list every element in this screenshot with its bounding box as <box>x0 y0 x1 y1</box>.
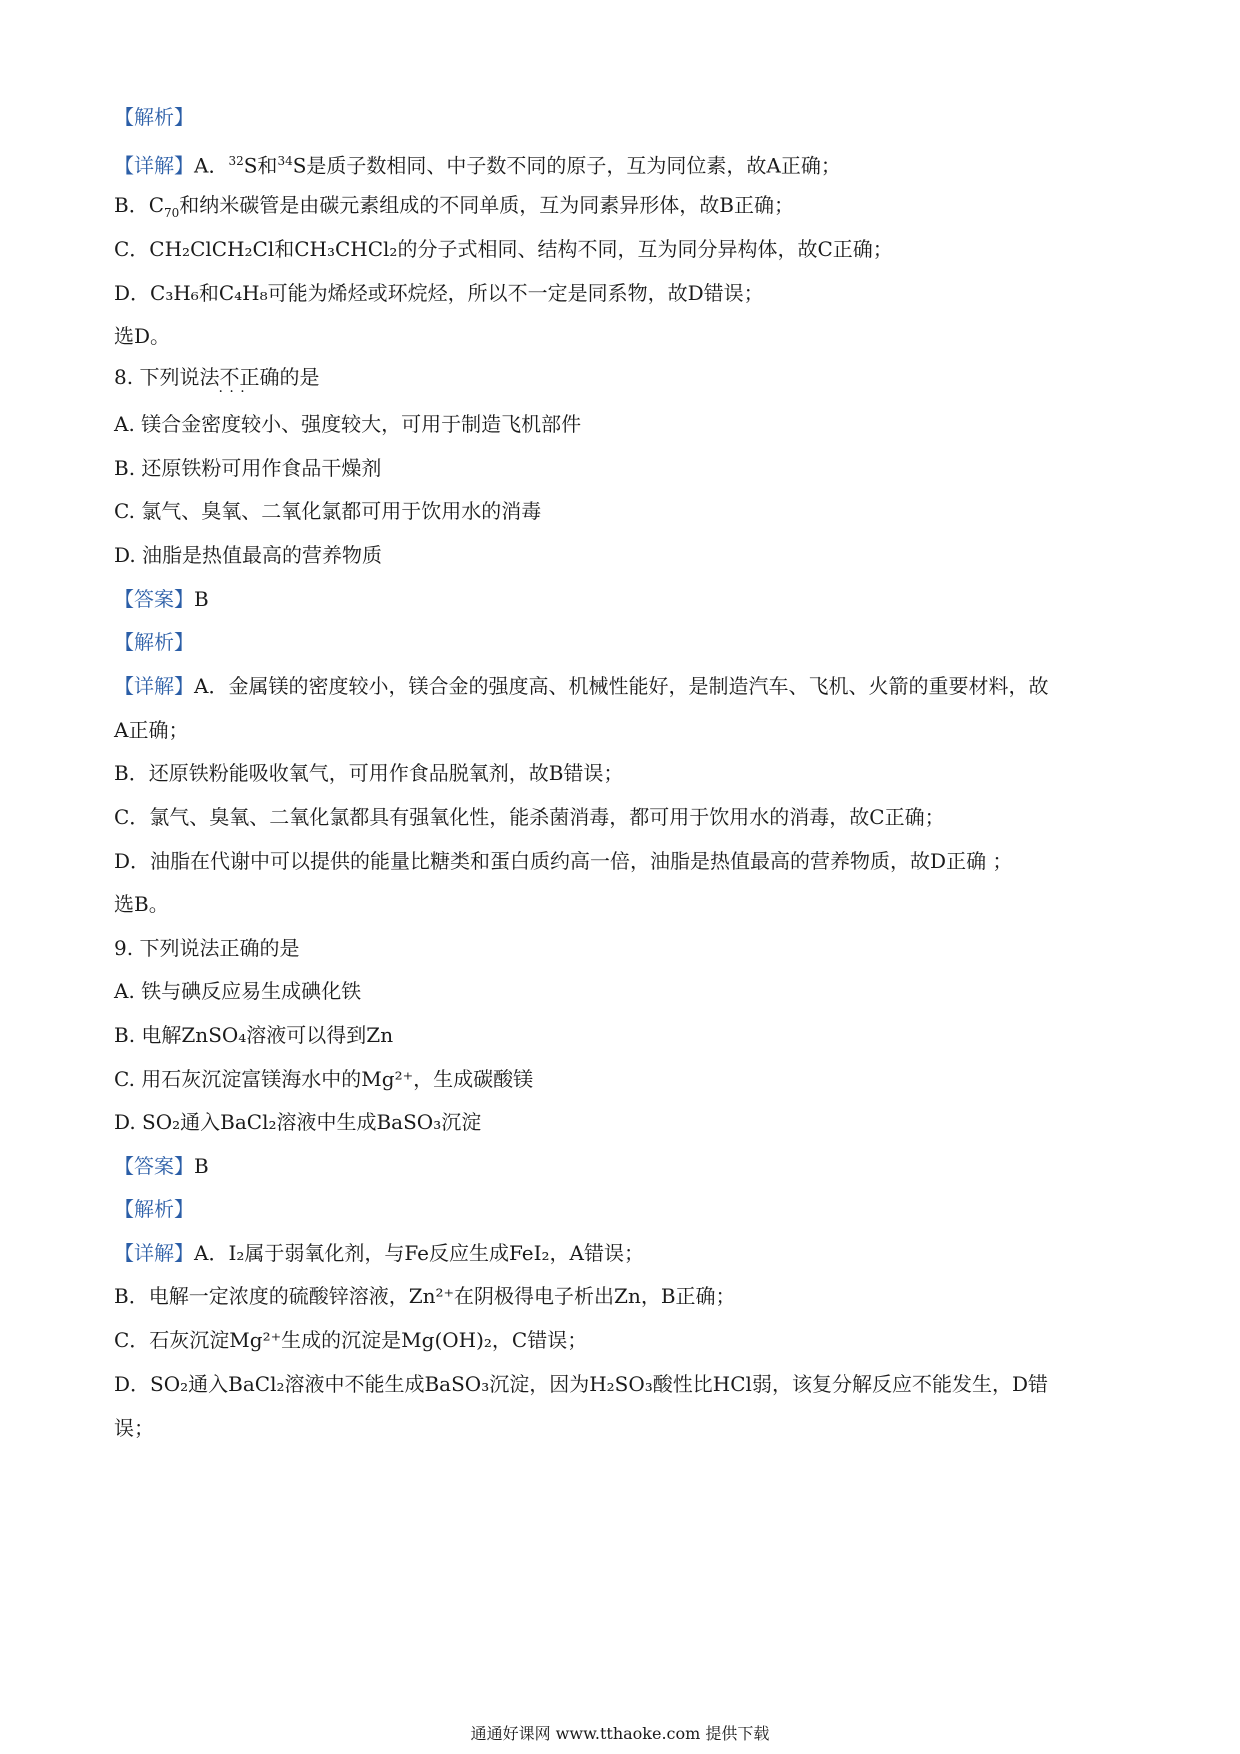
q7-detail-a: 【详解】A．$^{32}$S和$^{34}$S是质子数相同、中子数不同的原子，互为同位素，故A正确； <box>114 153 841 178</box>
q7-detail-tag: 【详解】 <box>114 153 194 178</box>
q8-detail-a-line2: A正确； <box>114 718 189 742</box>
q8-stem-emphasis: 不正确 · · <box>219 365 279 389</box>
q8-answer-tag: 【答案】 <box>114 587 194 611</box>
q9-option-c: C. 用石灰沉淀富镁海水中的Mg²⁺，生成碳酸镁 <box>114 1067 534 1091</box>
q8-detail-a-line1: 【详解】A．金属镁的密度较小，镁合金的强度高、机械性能好，是制造汽车、飞机、火箭的重要材料，故 <box>114 674 1049 698</box>
q8-detail-tag: 【详解】 <box>114 674 194 698</box>
q9-detail-d-line2: 误； <box>114 1416 154 1440</box>
q9-option-d: D. SO₂通入BaCl₂溶液中生成BaSO₃沉淀 <box>114 1110 482 1134</box>
q7-detail-c: C．CH₂ClCH₂Cl和CH₃CHCl₂的分子式相同、结构不同，互为同分异构体，故C正确； <box>114 237 893 261</box>
q8-option-c: C. 氯气、臭氧、二氧化氯都可用于饮用水的消毒 <box>114 499 542 523</box>
q9-detail-c: C．石灰沉淀Mg²⁺生成的沉淀是Mg(OH)₂，C错误； <box>114 1328 588 1352</box>
q8-option-b: B. 还原铁粉可用作食品干燥剂 <box>114 456 382 480</box>
q7-detail-b: B．$C_{70}$和纳米碳管是由碳元素组成的不同单质，互为同素异形体，故B正确； <box>114 193 794 220</box>
isotope-34: 34 <box>277 154 293 168</box>
q8-detail-b: B．还原铁粉能吸收氧气，可用作食品脱氧剂，故B错误； <box>114 761 624 785</box>
q7-analysis-tag: 【解析】 <box>114 105 194 129</box>
q9-detail-b: B．电解一定浓度的硫酸锌溶液，Zn²⁺在阴极得电子析出Zn，B正确； <box>114 1284 736 1308</box>
q8-stem: 8. 下列说法不正确 · ·的是 <box>114 364 319 390</box>
q8-option-d: D. 油脂是热值最高的营养物质 <box>114 543 383 567</box>
q9-option-a: A. 铁与碘反应易生成碘化铁 <box>114 979 362 1003</box>
q8-option-a: A. 镁合金密度较小、强度较大，可用于制造飞机部件 <box>114 412 582 436</box>
q8-detail-d: D．油脂在代谢中可以提供的能量比糖类和蛋白质约高一倍，油脂是热值最高的营养物质，故D正确 ； <box>114 849 1013 873</box>
q8-choose: 选B。 <box>114 892 169 916</box>
q8-analysis-tag: 【解析】 <box>114 630 194 654</box>
q7-choose: 选D。 <box>114 324 171 348</box>
q8-answer: 【答案】B <box>114 587 209 611</box>
q9-stem: 9. 下列说法正确的是 <box>114 936 300 960</box>
q9-answer: 【答案】B <box>114 1154 209 1178</box>
q9-detail-d-line1: D．SO₂通入BaCl₂溶液中不能生成BaSO₃沉淀，因为H₂SO₃酸性比HCl弱，该复分解反应不能发生，D错 <box>114 1372 1048 1396</box>
q9-detail-tag: 【详解】 <box>114 1241 194 1265</box>
page-footer-watermark: 通通好课网 www.tthaoke.com 提供下载 <box>470 1724 770 1743</box>
q9-option-b: B. 电解ZnSO₄溶液可以得到Zn <box>114 1023 394 1047</box>
q8-detail-c: C．氯气、臭氧、二氧化氯都具有强氧化性，能杀菌消毒，都可用于饮用水的消毒，故C正确； <box>114 805 945 829</box>
q9-answer-tag: 【答案】 <box>114 1154 194 1178</box>
q7-detail-d: D．C₃H₆和C₄H₈可能为烯烃或环烷烃，所以不一定是同系物，故D错误； <box>114 281 764 305</box>
q9-analysis-tag: 【解析】 <box>114 1197 194 1221</box>
q9-detail-a: 【详解】A．I₂属于弱氧化剂，与Fe反应生成FeI₂，A错误； <box>114 1241 644 1265</box>
isotope-32: 32 <box>228 154 244 168</box>
